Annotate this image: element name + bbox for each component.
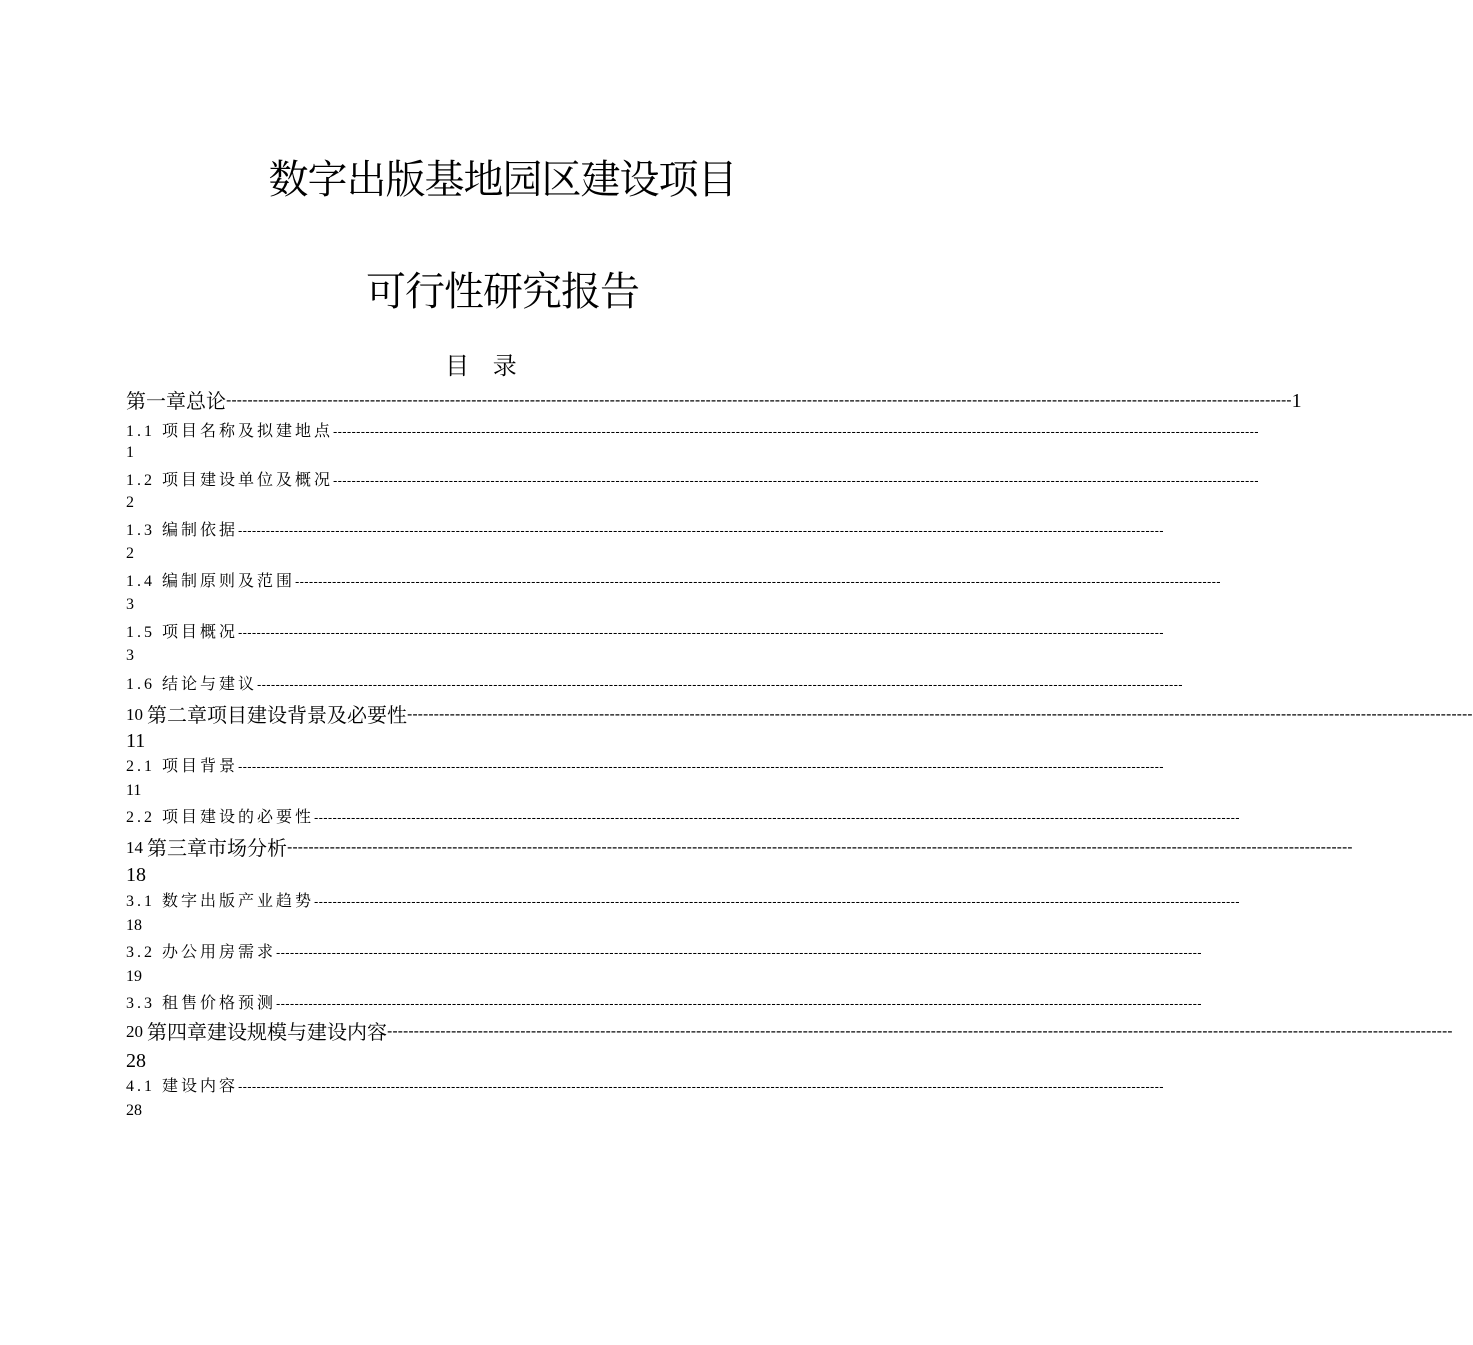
document-title: 数字出版基地园区建设项目: [268, 157, 737, 203]
toc-entry-label: 3.1 数字出版产业趋势: [126, 893, 315, 910]
toc-leader-dashes: --------------------------------------------------------------------------------------------------------------------------------------------------------------------------------------------------------: [407, 706, 1473, 723]
toc-leader-dashes: --------------------------------------------------------------------------------------------------------------------------------------------------------------------------------------------------------: [387, 1023, 1453, 1040]
toc-entry[interactable]: [126, 702, 1473, 728]
toc-entry[interactable]: [126, 835, 1353, 861]
document-subtitle: 可行性研究报告: [366, 269, 639, 315]
toc-heading: 目 录: [445, 352, 525, 380]
toc-entry-page: 1: [126, 444, 134, 461]
toc-leader-dashes: --------------------------------------------------------------------------------------------------------------------------------------------------------------------------------------------------------: [226, 392, 1292, 409]
toc-leader-dashes: --------------------------------------------------------------------------------------------------------------------------------------------------------------------------------------------------------: [238, 1079, 1164, 1094]
toc-entry[interactable]: [126, 891, 1240, 913]
toc-entry-label: 1.1 项目名称及拟建地点: [126, 423, 334, 440]
toc-entry-label: 1.4 编制原则及范围: [126, 573, 296, 590]
toc-entry-label: 1.2 项目建设单位及概况: [126, 472, 334, 489]
toc-entry-page: 19: [126, 968, 142, 985]
toc-entry-label: 第二章项目建设背景及必要性: [147, 703, 407, 727]
toc-entry-page: 1: [1291, 390, 1302, 412]
toc-entry-label: 第四章建设规模与建设内容: [147, 1020, 387, 1044]
toc-entry-page: 3: [126, 596, 134, 613]
toc-leader-dashes: --------------------------------------------------------------------------------------------------------------------------------------------------------------------------------------------------------: [314, 810, 1240, 825]
toc-leader-dashes: --------------------------------------------------------------------------------------------------------------------------------------------------------------------------------------------------------: [333, 473, 1259, 488]
toc-entry-carry-page: 10: [126, 705, 143, 724]
toc-entry-label: 第一章总论: [126, 389, 226, 413]
toc-entry-page: 18: [126, 917, 142, 934]
toc-leader-dashes: --------------------------------------------------------------------------------------------------------------------------------------------------------------------------------------------------------: [276, 996, 1202, 1011]
toc-entry-page: 2: [126, 494, 134, 511]
toc-entry-label: 1.3 编制依据: [126, 522, 239, 539]
toc-entry-page: 2: [126, 545, 134, 562]
toc-leader-dashes: --------------------------------------------------------------------------------------------------------------------------------------------------------------------------------------------------------: [238, 625, 1164, 640]
toc-entry-page: 18: [126, 864, 146, 886]
toc-entry[interactable]: [126, 470, 1259, 492]
toc-entry-carry-page: 20: [126, 1022, 143, 1041]
toc-entry-label: 1.6 结论与建议: [126, 676, 258, 693]
toc-entry[interactable]: [126, 1076, 1164, 1098]
toc-entry-label: 4.1 建设内容: [126, 1078, 239, 1095]
toc-entry-page: 11: [126, 730, 146, 752]
toc-entry-label: 2.1 项目背景: [126, 758, 239, 775]
toc-entry-label: 1.5 项目概况: [126, 624, 239, 641]
toc-entry[interactable]: [126, 421, 1259, 443]
toc-entry-label: 3.3 租售价格预测: [126, 995, 277, 1012]
toc-entry-label: 2.2 项目建设的必要性: [126, 809, 315, 826]
toc-entry-page: 28: [126, 1050, 146, 1072]
toc-entry[interactable]: [126, 388, 1302, 414]
toc-entry[interactable]: [126, 520, 1164, 542]
toc-leader-dashes: --------------------------------------------------------------------------------------------------------------------------------------------------------------------------------------------------------: [238, 523, 1164, 538]
toc-entry[interactable]: [126, 1019, 1453, 1045]
toc-entry[interactable]: [126, 993, 1202, 1015]
toc-leader-dashes: --------------------------------------------------------------------------------------------------------------------------------------------------------------------------------------------------------: [314, 894, 1240, 909]
toc-leader-dashes: --------------------------------------------------------------------------------------------------------------------------------------------------------------------------------------------------------: [333, 424, 1259, 439]
toc-leader-dashes: --------------------------------------------------------------------------------------------------------------------------------------------------------------------------------------------------------: [276, 945, 1202, 960]
toc-entry-page: 3: [126, 647, 134, 664]
toc-entry[interactable]: [126, 571, 1221, 593]
toc-entry[interactable]: [126, 807, 1240, 829]
toc-entry[interactable]: [126, 942, 1202, 964]
toc-leader-dashes: --------------------------------------------------------------------------------------------------------------------------------------------------------------------------------------------------------: [238, 759, 1164, 774]
toc-leader-dashes: --------------------------------------------------------------------------------------------------------------------------------------------------------------------------------------------------------: [257, 677, 1183, 692]
toc-leader-dashes: --------------------------------------------------------------------------------------------------------------------------------------------------------------------------------------------------------: [287, 839, 1353, 856]
toc-entry-carry-page: 14: [126, 838, 143, 857]
toc-entry[interactable]: [126, 756, 1164, 778]
toc-leader-dashes: --------------------------------------------------------------------------------------------------------------------------------------------------------------------------------------------------------: [295, 574, 1221, 589]
toc-entry-page: 11: [126, 782, 142, 799]
toc-entry-label: 第三章市场分析: [147, 836, 287, 860]
toc-entry-page: 28: [126, 1102, 142, 1119]
toc-entry[interactable]: [126, 622, 1164, 644]
toc-entry-label: 3.2 办公用房需求: [126, 944, 277, 961]
toc-entry[interactable]: [126, 674, 1183, 696]
